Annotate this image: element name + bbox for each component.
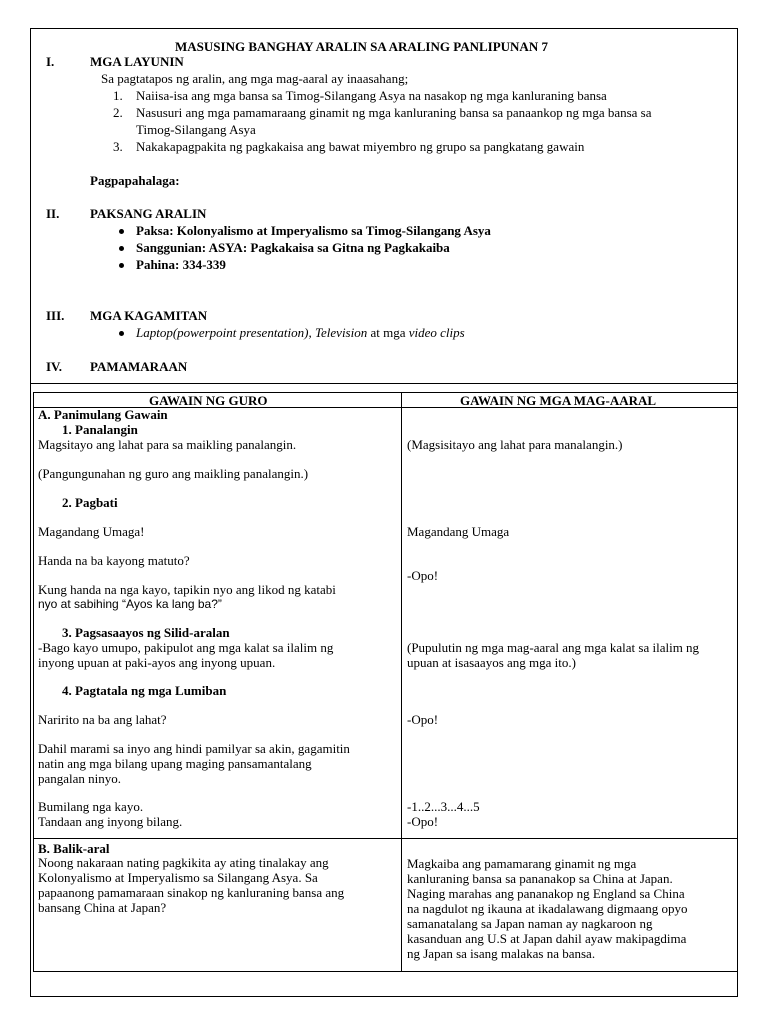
- guro-pagtatala-2b: natin ang mga bilang upang maging pansamantalang: [38, 756, 312, 771]
- guro-balik-aral-line: papaanong pamamaraan sinakop ng kanluraning bansa ang: [38, 885, 345, 900]
- table-top-rule: [30, 383, 738, 384]
- aaral-balik-aral-line: Magkaiba ang pamamarang ginamit ng mga: [407, 856, 637, 871]
- guro-balik-aral-line: Noong nakaraan nating pagkikita ay ating tinalakay ang: [38, 855, 329, 870]
- objective-2-text: Nasusuri ang mga pamamaraang ginamit ng mga kanluraning bansa sa panaankop ng mga bansa sa: [136, 105, 652, 120]
- aaral-balik-aral-line: ng Japan sa isang malakas na bansa.: [407, 946, 596, 961]
- section-3-heading: MGA KAGAMITAN: [90, 308, 208, 323]
- objective-3-text: Nakakapagpakita ng pagkakaisa ang bawat miyembro ng grupo sa pangkatang gawain: [136, 139, 585, 154]
- bullet-icon: [119, 229, 124, 234]
- section-4-numeral: IV.: [46, 359, 63, 374]
- objective-3-number: 3.: [113, 139, 123, 154]
- aaral-balik-aral-line: Naging marahas ang pananakop ng England sa China: [407, 886, 685, 901]
- guro-pagtatala-3: Bumilang nga kayo.: [38, 799, 144, 814]
- guro-pagbati-3b: nyo at sabihing “Ayos ka lang ba?”: [38, 597, 222, 611]
- guro-pagtatala-1: Naririto na ba ang lahat?: [38, 712, 167, 727]
- aaral-pagsasaayos-a: (Pupulutin ng mga mag-aaral ang mga kalat sa ilalim ng: [407, 640, 700, 655]
- section-4-heading: PAMAMARAAN: [90, 359, 188, 374]
- guro-panalangin-1: Magsitayo ang lahat para sa maikling panalangin.: [38, 437, 297, 452]
- guro-pagtatala-2a: Dahil marami sa inyo ang hindi pamilyar sa akin, gagamitin: [38, 741, 350, 756]
- section-3-numeral: III.: [46, 308, 65, 323]
- kagamitan-devices: Laptop(powerpoint presentation), Television: [136, 325, 368, 340]
- guro-pagbati-3a: Kung handa na nga kayo, tapikin nyo ang likod ng katabi: [38, 582, 336, 597]
- aaral-balik-aral-line: kanluraning bansa sa pananakop sa China at Japan.: [407, 871, 673, 886]
- column-header-mag-aaral: GAWAIN NG MGA MAG-AARAL: [460, 393, 657, 408]
- table-row-border: [33, 838, 738, 839]
- aaral-pagtatala-3: -1..2...3...4...5: [407, 799, 480, 814]
- bullet-icon: [119, 263, 124, 268]
- panimulang-gawain-heading: A. Panimulang Gawain: [38, 407, 168, 422]
- objectives-intro: Sa pagtatapos ng aralin, ang mga mag-aaral ay inaasahang;: [101, 71, 409, 86]
- aaral-pagsasaayos-b: upuan at isasaayos ang mga ito.): [407, 655, 576, 670]
- kagamitan-item: [136, 325, 465, 340]
- page-title: MASUSING BANGHAY ARALIN SA ARALING PANLIPUNAN 7: [175, 39, 548, 54]
- guro-balik-aral-line: bansang China at Japan?: [38, 900, 167, 915]
- bullet-icon: [119, 246, 124, 251]
- section-1-numeral: I.: [46, 54, 55, 69]
- pahina-item: Pahina: 334-339: [136, 257, 226, 272]
- pagsasaayos-heading: 3. Pagsasaayos ng Silid-aralan: [62, 625, 230, 640]
- guro-pagbati-1: Magandang Umaga!: [38, 524, 145, 539]
- pagtatala-heading: 4. Pagtatala ng mga Lumiban: [62, 683, 227, 698]
- aaral-pagbati-1: Magandang Umaga: [407, 524, 510, 539]
- aaral-panalangin-1: (Magsisitayo ang lahat para manalangin.): [407, 437, 623, 452]
- aaral-pagtatala-4: -Opo!: [407, 814, 439, 829]
- paksa-item: Paksa: Kolonyalismo at Imperyalismo sa Timog-Silangang Asya: [136, 223, 491, 238]
- kagamitan-connector: at mga: [367, 325, 409, 340]
- pagpapahalaga-label: Pagpapahalaga:: [90, 173, 180, 188]
- column-header-guro: GAWAIN NG GURO: [149, 393, 268, 408]
- guro-pagtatala-2c: pangalan ninyo.: [38, 771, 122, 786]
- aaral-balik-aral-line: na nagdulot ng ikauna at ikadalawang digmaang opyo: [407, 901, 688, 916]
- objective-2-text-cont: Timog-Silangang Asya: [136, 122, 256, 137]
- objective-1-number: 1.: [113, 88, 123, 103]
- section-2-numeral: II.: [46, 206, 60, 221]
- aaral-pagtatala-1: -Opo!: [407, 712, 439, 727]
- table-bottom-border: [33, 971, 738, 972]
- pagbati-heading: 2. Pagbati: [62, 495, 118, 510]
- balik-aral-heading: B. Balik-aral: [38, 841, 110, 856]
- aaral-pagbati-2: -Opo!: [407, 568, 439, 583]
- table-column-divider: [401, 392, 402, 971]
- sanggunian-item: Sanggunian: ASYA: Pagkakaisa sa Gitna ng Pagkakaiba: [136, 240, 450, 255]
- guro-balik-aral-line: Kolonyalismo at Imperyalismo sa Silangang Asya. Sa: [38, 870, 318, 885]
- section-2-heading: PAKSANG ARALIN: [90, 206, 207, 221]
- table-left-border: [33, 392, 34, 971]
- kagamitan-video: video clips: [408, 325, 465, 340]
- guro-pagbati-2: Handa na ba kayong matuto?: [38, 553, 190, 568]
- objective-1-text: Naiisa-isa ang mga bansa sa Timog-Silangang Asya na nasakop ng mga kanluraning bansa: [136, 88, 607, 103]
- aaral-balik-aral-line: kasanduan ang U.S at Japan dahil ayaw makipagdima: [407, 931, 687, 946]
- guro-panalangin-2: (Pangungunahan ng guro ang maikling panalangin.): [38, 466, 309, 481]
- guro-pagsasaayos-b: inyong upuan at paki-ayos ang inyong upuan.: [38, 655, 276, 670]
- guro-pagtatala-4: Tandaan ang inyong bilang.: [38, 814, 183, 829]
- section-1-heading: MGA LAYUNIN: [90, 54, 184, 69]
- objective-2-number: 2.: [113, 105, 123, 120]
- aaral-balik-aral-line: samanatalang sa Japan naman ay nagkaroon ng: [407, 916, 653, 931]
- panalangin-heading: 1. Panalangin: [62, 422, 138, 437]
- guro-pagsasaayos-a: -Bago kayo umupo, pakipulot ang mga kalat sa ilalim ng: [38, 640, 334, 655]
- bullet-icon: [119, 331, 124, 336]
